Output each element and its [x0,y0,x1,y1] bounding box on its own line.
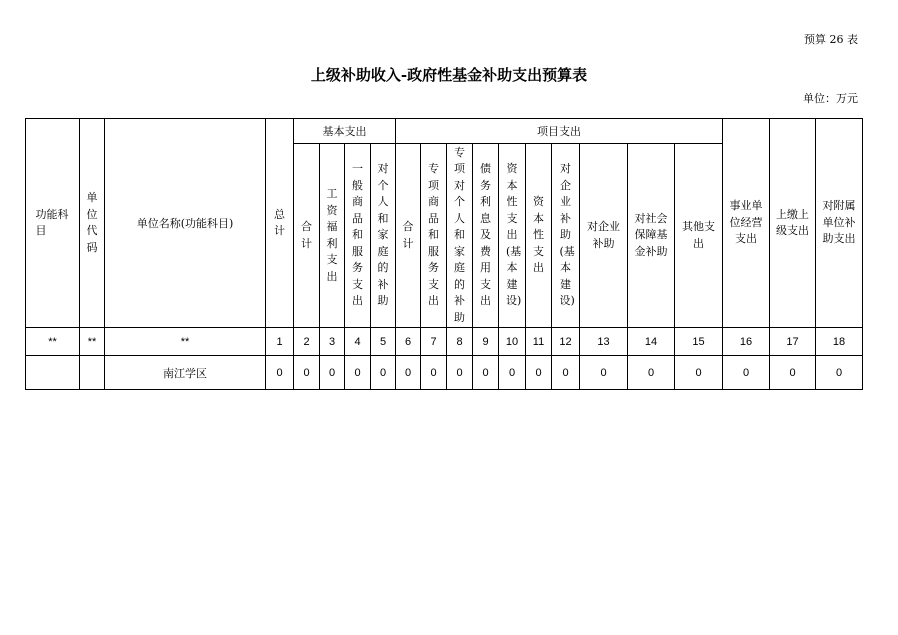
index-cell: 11 [526,328,552,356]
index-cell: 9 [473,328,499,356]
cell-value: 0 [421,356,447,390]
index-cell: 3 [320,328,345,356]
col-header-goods-services: 一般商品和服务支出 [345,144,371,328]
cell-value: 0 [345,356,371,390]
page-title: 上级补助收入-政府性基金补助支出预算表 [310,66,588,84]
index-cell: 14 [628,328,675,356]
index-cell: 4 [345,328,371,356]
cell-value: 0 [628,356,675,390]
cell-value: 0 [499,356,526,390]
col-header-social-security-fund-subsidy: 对社会保障基金补助 [628,144,675,328]
index-cell-unit-code: ** [80,328,105,356]
table-row [26,356,863,390]
index-cell-func-subject: ** [26,328,80,356]
group-header-basic: 基本支出 [294,119,396,144]
index-cell: 1 [266,328,294,356]
index-cell: 2 [294,328,320,356]
index-cell: 12 [552,328,580,356]
cell-unit-name: 南江学区 [105,356,266,390]
index-cell: 16 [723,328,770,356]
index-cell: 13 [580,328,628,356]
col-header-enterprise-subsidy-infrastructure: 对企业补助(基本建设) [552,144,580,328]
cell-value: 0 [552,356,580,390]
col-header-special-individual-family-subsidy: 专项对个人和家庭的补助 [447,144,473,328]
col-header-total: 总计 [266,119,294,328]
col-header-institution-operating: 事业单位经营支出 [723,119,770,328]
index-row [26,328,863,356]
col-header-func-subject: 功能科目 [26,119,80,328]
index-cell: 17 [770,328,816,356]
cell-value: 0 [447,356,473,390]
index-cell: 5 [371,328,396,356]
cell-value: 0 [320,356,345,390]
cell-value: 0 [675,356,723,390]
cell-value: 0 [770,356,816,390]
col-header-capital-infrastructure: 资本性支出(基本建设) [499,144,526,328]
index-cell: 8 [447,328,473,356]
col-header-enterprise-subsidy: 对企业补助 [580,144,628,328]
cell-value: 0 [816,356,863,390]
index-cell: 6 [396,328,421,356]
col-header-other-expenditure: 其他支出 [675,144,723,328]
col-header-basic-subtotal: 合计 [294,144,320,328]
index-cell: 18 [816,328,863,356]
cell-value: 0 [526,356,552,390]
cell-value: 0 [580,356,628,390]
col-header-subsidiary-subsidy: 对附属单位补助支出 [816,119,863,328]
col-header-debt-interest: 债务利息及费用支出 [473,144,499,328]
col-header-special-goods-services: 专项商品和服务支出 [421,144,447,328]
index-cell: 7 [421,328,447,356]
header-row-groups [26,119,863,144]
cell-value: 0 [723,356,770,390]
col-header-individual-family-subsidy: 对个人和家庭的补助 [371,144,396,328]
index-cell: 15 [675,328,723,356]
col-header-remit-superior: 上缴上级支出 [770,119,816,328]
budget-table [25,118,863,390]
group-header-project: 项目支出 [396,119,723,144]
cell-unit-code [80,356,105,390]
cell-func-subject [26,356,80,390]
col-header-unit-code: 单位代码 [80,119,105,328]
cell-value: 0 [396,356,421,390]
col-header-project-subtotal: 合计 [396,144,421,328]
cell-value: 0 [294,356,320,390]
unit-label: 单位：万元 [803,92,858,105]
form-number: 预算 26 表 [804,33,858,46]
cell-value: 0 [473,356,499,390]
index-cell-unit-name: ** [105,328,266,356]
index-cell: 10 [499,328,526,356]
col-header-capital-expenditure: 资本性支出 [526,144,552,328]
cell-value: 0 [266,356,294,390]
col-header-unit-name: 单位名称(功能科目) [105,119,266,328]
col-header-salary-welfare: 工资福利支出 [320,144,345,328]
cell-value: 0 [371,356,396,390]
